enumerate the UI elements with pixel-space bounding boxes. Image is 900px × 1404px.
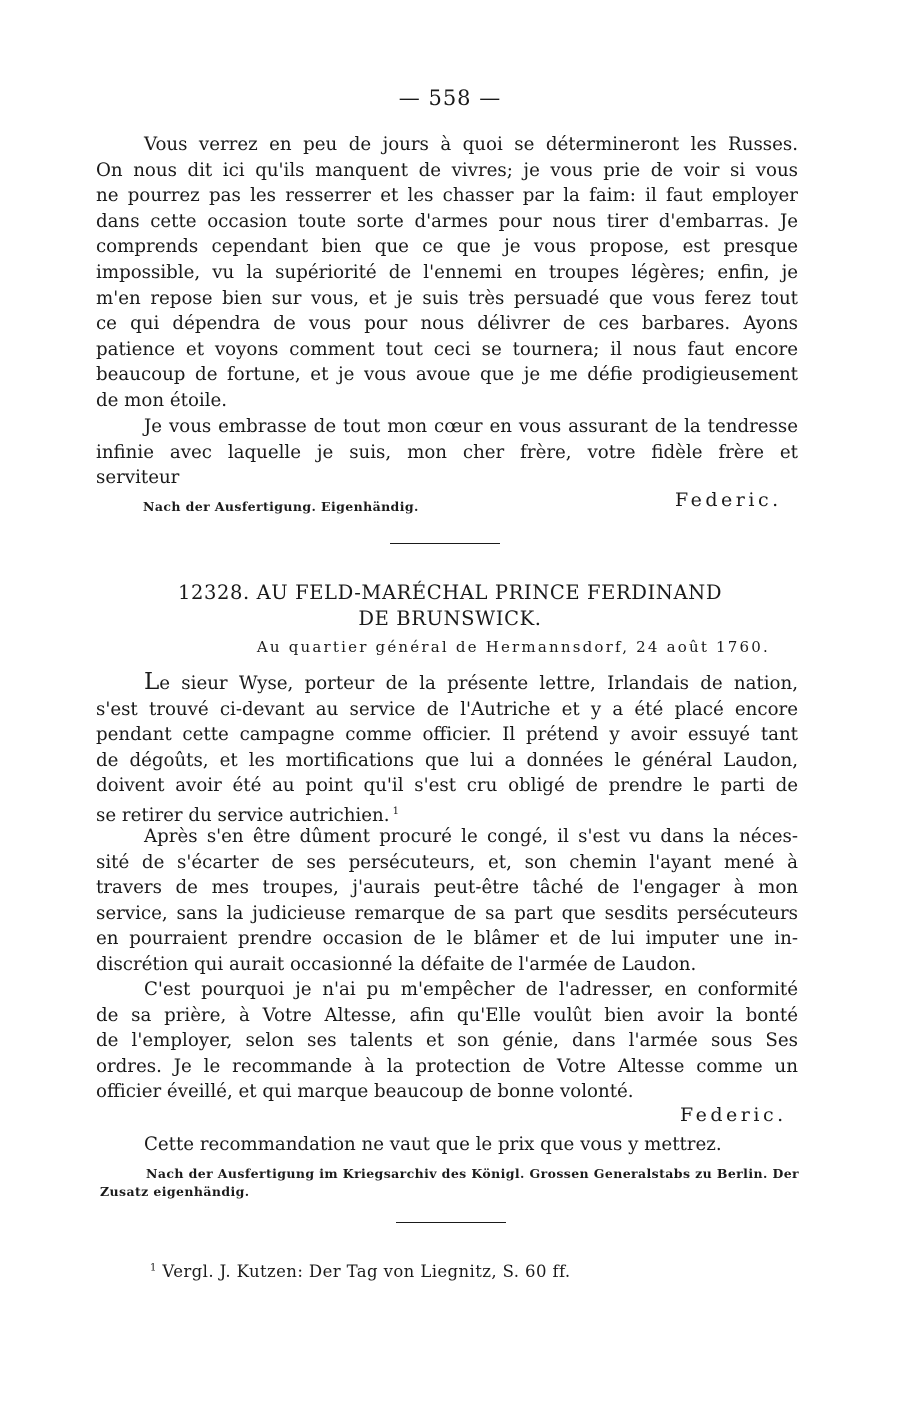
footnote: [150, 1262, 571, 1281]
letter2-paragraph3: [96, 977, 798, 1105]
letter2-paragraph2-line: discrétion qui aurait occasionné la défaite de l'armée de Laudon.: [96, 953, 697, 975]
letter2-paragraph3-line: de l'employer, selon ses talents et son génie, dans l'armée sous Ses: [96, 1030, 798, 1052]
letter1-paragraph2-line: infinie avec laquelle je suis, mon cher frère, votre fidèle frère et: [96, 441, 798, 463]
footnote-text: Vergl. J. Kutzen: Der Tag von Liegnitz, S. 60 ff.: [162, 1262, 571, 1281]
letter2-paragraph3-line: de sa prière, à Votre Altesse, afin qu'Elle voulût bien avoir la bonté: [96, 1004, 798, 1026]
letter2-paragraph2-line: en pourraient prendre occasion de le blâmer et de lui imputer une in-: [96, 928, 798, 950]
footnote-reference: 1: [389, 805, 400, 817]
letter1-paragraph1-line: ne pourrez pas les resserrer et les chasser par la faim: il faut employer: [96, 185, 798, 207]
letter2-heading-line1: 12328. AU FELD-MARÉCHAL PRINCE FERDINAND: [177, 581, 723, 604]
letter1-paragraph1: [96, 132, 798, 414]
section-divider: [390, 543, 500, 544]
letter1-source-note: Nach der Ausfertigung. Eigenhändig.: [143, 499, 419, 514]
letter2-paragraph2-line: travers de mes troupes, j'aurais peut-être tâché de l'engager à mon: [96, 877, 798, 899]
letter1-paragraph1-line: de mon étoile.: [96, 389, 228, 411]
letter2-paragraph3-line: officier éveillé, et qui marque beaucoup de bonne volonté.: [96, 1081, 634, 1103]
letter1-paragraph1-line: ce qui dépendra de vous pour nous délivrer de ces barbares. Ayons: [96, 313, 798, 335]
letter1-paragraph2-line: Je vous embrasse de tout mon cœur en vous assurant de la tendresse: [144, 416, 798, 437]
letter2-paragraph1-line: s'est trouvé ci-devant au service de l'Autriche et y a été placé encore: [96, 698, 798, 720]
letter2-paragraph1: [96, 670, 798, 829]
letter2-paragraph2: [96, 824, 798, 978]
letter1-paragraph1-line: dans cette occasion toute sorte d'armes pour nous tirer d'embarras. Je: [96, 210, 798, 232]
letter1-paragraph1-line: beaucoup de fortune, et je vous avoue que je me défie prodigieusement: [96, 364, 798, 386]
letter2-source-note-line2: Zusatz eigenhändig.: [100, 1184, 250, 1199]
letter2-paragraph1-line: doivent avoir été au point qu'il s'est cru obligé de prendre le parti de: [96, 775, 798, 797]
letter2-heading-line2: DE BRUNSWICK.: [358, 607, 542, 630]
letter2-paragraph1-line: se retirer du service autrichien. $^1$: [96, 805, 400, 827]
letter1-paragraph1-line: Vous verrez en peu de jours à quoi se détermineront les Russes.: [144, 134, 798, 155]
footnote-marker: 1: [150, 1262, 157, 1274]
letter2-paragraph2-line: Après s'en être dûment procuré le congé, il s'est vu dans la néces-: [144, 826, 798, 847]
page-number-header: — 558 —: [398, 86, 502, 110]
letter2-dateline: Au quartier général de Hermannsdorf, 24 août 1760.: [256, 638, 770, 656]
letter1-paragraph1-line: On nous dit ici qu'ils manquent de vivres; je vous prie de voir si vous: [96, 159, 798, 181]
footnote-divider: [396, 1222, 506, 1223]
letter1-signature: Federic.: [675, 489, 782, 511]
letter2-postscript: Cette recommandation ne vaut que le prix que vous y mettrez.: [144, 1134, 722, 1155]
letter2-paragraph1-line: pendant cette campagne comme officier. Il prétend y avoir essuyé tant: [96, 724, 798, 746]
drop-initial: L: [144, 669, 160, 695]
letter2-paragraph2-line: service, sans la judicieuse remarque de sa part que sesdits persécuteurs: [96, 902, 798, 924]
letter2-paragraph3-line: C'est pourquoi je n'ai pu m'empêcher de l'adresser, en conformité: [144, 979, 798, 1000]
letter2-source-note-line1: Nach der Ausfertigung im Kriegsarchiv des Königl. Grossen Generalstabs zu Berlin. Der: [146, 1166, 800, 1181]
letter1-paragraph2-line: serviteur: [96, 467, 180, 489]
letter1-paragraph1-line: comprends cependant bien que ce que je vous propose, est presque: [96, 236, 798, 258]
letter2-paragraph1-line: de dégoûts, et les mortifications que lui a données le général Laudon,: [96, 749, 798, 771]
letter1-paragraph2: [96, 414, 798, 491]
letter2-paragraph3-line: ordres. Je le recommande à la protection de Votre Altesse comme un: [96, 1055, 798, 1077]
letter2-signature: Federic.: [680, 1104, 787, 1126]
letter2-paragraph2-line: sité de s'écarter de ses persécuteurs, et, son chemin l'ayant mené à: [96, 851, 798, 873]
letter2-paragraph1-line: Le sieur Wyse, porteur de la présente lettre, Irlandais de nation,: [144, 669, 798, 695]
letter1-paragraph1-line: impossible, vu la supériorité de l'ennemi en troupes légères; enfin, je: [96, 261, 798, 283]
letter2-heading: [150, 580, 750, 632]
letter1-paragraph1-line: patience et voyons comment tout ceci se tournera; il nous faut encore: [96, 338, 798, 360]
letter1-paragraph1-line: m'en repose bien sur vous, et je suis très persuadé que vous ferez tout: [96, 287, 798, 309]
